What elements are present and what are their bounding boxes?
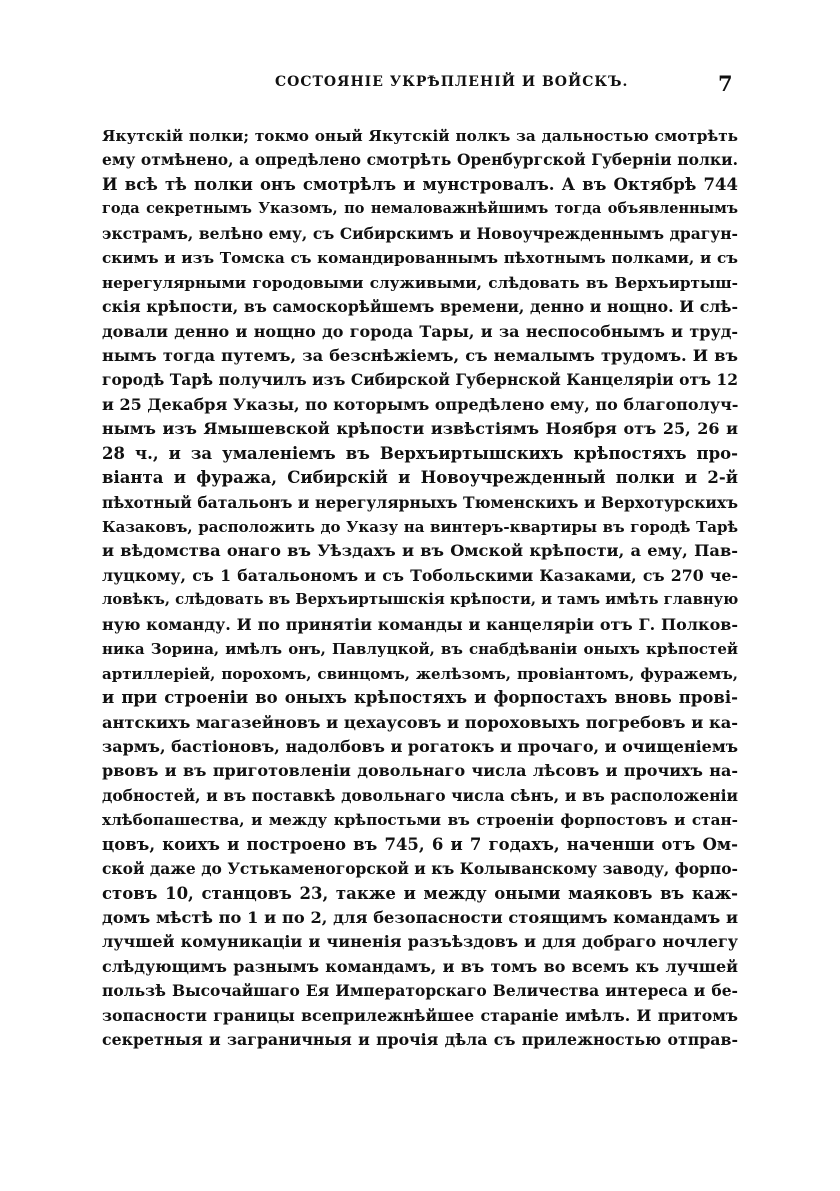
text-line: домъ мѣстѣ по 1 и по 2, для безопасности стоящимъ командамъ и bbox=[102, 908, 738, 927]
text-line: зопасности границы всеприлежнѣйшее стараніе имѣлъ. И притомъ bbox=[102, 1005, 738, 1025]
text-line: Якутскій полки; токмо оный Якутскій полкъ за дальностью смотрѣть bbox=[102, 127, 738, 145]
text-line: довали денно и нощно до города Тары, и за неспособнымъ и труд- bbox=[102, 321, 738, 341]
text-line: экстрамъ, велѣно ему, съ Сибирскимъ и Новоучрежденнымъ драгун- bbox=[102, 223, 738, 243]
text-line: скія крѣпости, въ самоскорѣйшемъ времени, денно и нощно. И слѣ- bbox=[102, 297, 738, 317]
text-line: секретныя и заграничныя и прочія дѣла съ прилежностью отправ- bbox=[102, 1030, 738, 1050]
text-line: и вѣдомства онаго въ Уѣздахъ и въ Омской крѣпости, а ему, Пав- bbox=[102, 541, 738, 561]
text-line: артиллеріей, порохомъ, свинцомъ, желѣзомъ, провіантомъ, фуражемъ, bbox=[102, 664, 738, 683]
text-line: зармъ, бастіоновъ, надолбовъ и рогатокъ и прочаго, и очищеніемъ bbox=[102, 736, 738, 756]
text-line: Казаковъ, расположить до Указу на винтеръ-квартиры въ городѣ Тарѣ bbox=[102, 518, 738, 536]
text-line: скимъ и изъ Томска съ командированнымъ пѣхотнымъ полками, и съ bbox=[102, 249, 738, 268]
text-line: віанта и фуража, Сибирскій и Новоучрежденный полки и 2-й bbox=[102, 468, 738, 488]
text-line: ную команду. И по принятіи команды и канцеляріи отъ Г. Полков- bbox=[102, 614, 738, 634]
text-line: и при строеніи во оныхъ крѣпостяхъ и форпостахъ вновь прові- bbox=[102, 688, 738, 708]
body-text bbox=[102, 124, 738, 1053]
text-line: пѣхотный батальонъ и нерегулярныхъ Тюменскихъ и Верхотурскихъ bbox=[102, 492, 738, 512]
text-line: рвовъ и въ приготовленіи довольнаго числа лѣсовъ и прочихъ на- bbox=[102, 761, 738, 781]
text-line: слѣдующимъ разнымъ командамъ, и въ томъ во всемъ къ лучшей bbox=[102, 956, 738, 976]
text-line: ской даже до Устькаменогорской и къ Колыванскому заводу, форпо- bbox=[102, 859, 738, 879]
running-title: СОСТОЯНІЕ УКРѢПЛЕНІЙ И ВОЙСКЪ. bbox=[275, 74, 629, 90]
text-line: и 25 Декабря Указы, по которымъ опредѣлено ему, по благополуч- bbox=[102, 394, 738, 414]
text-line: пользѣ Высочайшаго Ея Императорскаго Величества интереса и бе- bbox=[102, 981, 738, 1001]
text-line: ему отмѣнено, а опредѣлено смотрѣть Оренбургской Губерніи полки. bbox=[102, 150, 738, 170]
text-line: 28 ч., и за умаленіемъ въ Верхъиртышскихъ крѣпостяхъ про- bbox=[102, 443, 738, 463]
text-line: ловѣкъ, слѣдовать въ Верхъиртышскія крѣпости, и тамъ имѣть главную bbox=[102, 591, 738, 609]
text-line: луцкому, съ 1 батальономъ и съ Тобольскими Казаками, съ 270 че- bbox=[102, 565, 738, 585]
text-line: нымъ изъ Ямышевской крѣпости извѣстіямъ Ноября отъ 25, 26 и bbox=[102, 419, 738, 439]
text-line: нерегулярными городовыми служивыми, слѣдовать въ Верхъиртыш- bbox=[102, 273, 738, 292]
text-line: лучшей комуникаціи и чиненія разъѣздовъ и для добраго ночлегу bbox=[102, 932, 738, 952]
text-line: стовъ 10, станцовъ 23, также и между оными маяковъ въ каж- bbox=[102, 883, 738, 903]
text-line: хлѣбопашества, и между крѣпостьми въ строеніи форпостовъ и стан- bbox=[102, 811, 738, 830]
text-line: нымъ тогда путемъ, за безснѣжіемъ, съ немалымъ трудомъ. И въ bbox=[102, 345, 738, 365]
text-line: ника Зорина, имѣлъ онъ, Павлуцкой, въ снабдѣваніи оныхъ крѣпостей bbox=[102, 640, 738, 659]
text-line: городѣ Тарѣ получилъ изъ Сибирской Губернской Канцеляріи отъ 12 bbox=[102, 370, 738, 390]
text-line: добностей, и въ поставкѣ довольнаго числа сѣнъ, и въ расположеніи bbox=[102, 785, 738, 805]
text-line: года секретнымъ Указомъ, по немаловажнѣйшимъ тогда объявленнымъ bbox=[102, 200, 738, 218]
text-line: И всѣ тѣ полки онъ смотрѣлъ и мунстровалъ. А въ Октябрѣ 744 bbox=[102, 174, 738, 194]
page-number: 7 bbox=[718, 71, 733, 96]
text-line: антскихъ магазейновъ и цехаусовъ и пороховыхъ погребовъ и ка- bbox=[102, 712, 738, 732]
text-line: цовъ, коихъ и построено въ 745, 6 и 7 годахъ, наченши отъ Ом- bbox=[102, 834, 738, 854]
